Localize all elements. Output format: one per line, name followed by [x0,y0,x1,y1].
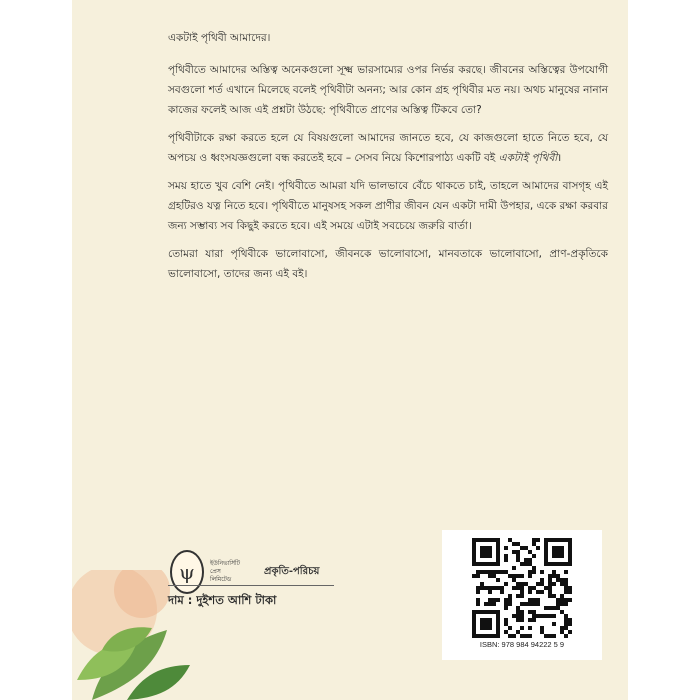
book-intro-text: পৃথিবীটাকে রক্ষা করতে হলে যে বিষয়গুলো আমাদের জানতে হবে, যে কাজগুলো হাতে নিতে হবে, যে অপচয় ও ধ্বংসযজ্ঞগুলো বন্ধ করতেই হবে – সেসব নিয়ে কিশোরপাঠ্য একটি বই [168,132,608,164]
publisher-name-line: প্রেস [210,568,221,575]
blurb [168,28,608,292]
isbn: ISBN: 978 984 94222 5 9 [479,640,565,649]
qr-code-icon [472,538,572,638]
publisher-logo-icon: ψ [170,550,204,594]
back-cover [72,0,628,700]
publisher-name-line: লিমিটেড [210,576,232,583]
price: দাম : দুইশত আশি টাকা [168,593,277,607]
publisher-name [210,560,250,584]
publisher-area [170,548,370,596]
blurb-paragraph-1: পৃথিবীতে আমাদের অস্তিত্ব অনেকগুলো সূক্ষ্ম ভারসাম্যের ওপর নির্ভর করছে। জীবনের অস্তিত্বের উপযোগী সবগুলো শর্ত এখানে মিলেছে বলেই পৃথিবীটা অনন্য; আর কোন গ্রহ পৃথিবীর মত নয়। অথচ মানুষের নানান কাজের ফলেই আজ এই প্রশ্নটা উঠছে: পৃথিবীতে প্রাণের অস্তিত্ব টিকবে তো? [168,64,608,116]
period: । [557,152,562,164]
divider [168,585,334,586]
qr-panel [442,530,602,660]
book-title-inline: একটাই পৃথিবী [498,152,558,164]
blurb-paragraph-2 [168,128,608,168]
blurb-paragraph-4: তোমরা যারা পৃথিবীকে ভালোবাসো, জীবনকে ভালোবাসো, মানবতাকে ভালোবাসো, প্রাণ-প্রকৃতিকে ভালোবাসো, তাদের জন্য এই বই। [168,248,608,280]
blurb-heading: একটাই পৃথিবী আমাদের। [168,32,271,44]
publisher-name-line: ইউনিভার্সিটি [210,560,240,567]
imprint-name: প্রকৃতি-পরিচয় [264,565,320,577]
blurb-paragraph-3: সময় হাতে খুব বেশি নেই। পৃথিবীতে আমরা যদি ভালভাবে বেঁচে থাকতে চাই, তাহলে আমাদের বাসগৃহ এই গ্রহটিরও যত্ন নিতে হবে। পৃথিবীতে মানুষসহ সকল প্রাণীর জীবন যেন একটা দামী উপহার, একে রক্ষা করবার জন্য সম্ভাব্য সব কিছুই করতে হবে। এই সময়ে এটাই সবচেয়ে জরুরি বার্তা। [168,180,608,232]
